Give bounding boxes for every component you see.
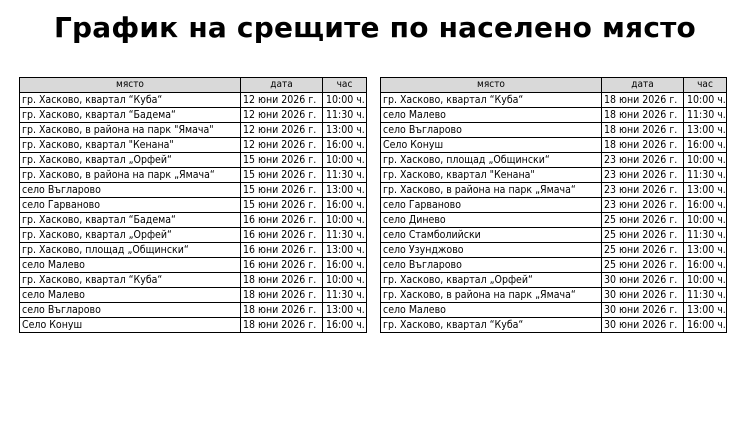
table-row	[381, 243, 727, 258]
cell-date: 16 юни 2026 г.	[241, 243, 323, 258]
cell-place: гр. Хасково, квартал „Орфей“	[20, 153, 241, 168]
cell-date: 18 юни 2026 г.	[602, 108, 684, 123]
cell-place: село Малево	[381, 303, 602, 318]
cell-date: 18 юни 2026 г.	[602, 123, 684, 138]
cell-date: 23 юни 2026 г.	[602, 153, 684, 168]
table-row	[20, 303, 367, 318]
cell-place: гр. Хасково, в района на парк „Ямача“	[20, 168, 241, 183]
cell-time: 10:00 ч.	[323, 273, 367, 288]
table-row	[20, 228, 367, 243]
cell-time: 13:00 ч.	[684, 243, 727, 258]
table-row	[20, 108, 367, 123]
cell-time: 16:00 ч.	[323, 138, 367, 153]
cell-place: гр. Хасково, квартал “Бадема“	[20, 108, 241, 123]
cell-place: гр. Хасково, квартал “Куба“	[20, 273, 241, 288]
schedule-table-left	[19, 77, 367, 333]
table-row	[20, 288, 367, 303]
cell-date: 25 юни 2026 г.	[602, 258, 684, 273]
cell-date: 12 юни 2026 г.	[241, 138, 323, 153]
table-row	[20, 123, 367, 138]
table-row	[20, 198, 367, 213]
cell-time: 11:30 ч.	[684, 228, 727, 243]
table-row	[20, 183, 367, 198]
cell-time: 10:00 ч.	[323, 93, 367, 108]
cell-time: 11:30 ч.	[684, 108, 727, 123]
header-time: час	[684, 78, 727, 93]
header-date: дата	[241, 78, 323, 93]
cell-place: село Въгларово	[381, 123, 602, 138]
page-title: График на срещите по населено място	[53, 11, 696, 44]
cell-date: 15 юни 2026 г.	[241, 183, 323, 198]
table-row	[381, 168, 727, 183]
cell-time: 10:00 ч.	[684, 213, 727, 228]
table-row	[381, 108, 727, 123]
cell-place: село Гарваново	[20, 198, 241, 213]
cell-time: 13:00 ч.	[323, 123, 367, 138]
cell-date: 23 юни 2026 г.	[602, 168, 684, 183]
cell-time: 10:00 ч.	[684, 153, 727, 168]
table-row	[20, 243, 367, 258]
cell-time: 11:30 ч.	[684, 168, 727, 183]
cell-time: 13:00 ч.	[684, 303, 727, 318]
table-row	[20, 168, 367, 183]
schedule-table-right	[380, 77, 727, 333]
cell-time: 11:30 ч.	[323, 288, 367, 303]
cell-date: 15 юни 2026 г.	[241, 198, 323, 213]
table-row	[20, 258, 367, 273]
table-row	[20, 318, 367, 333]
cell-date: 30 юни 2026 г.	[602, 318, 684, 333]
cell-place: село Малево	[20, 288, 241, 303]
cell-time: 16:00 ч.	[323, 198, 367, 213]
cell-date: 18 юни 2026 г.	[602, 138, 684, 153]
cell-time: 10:00 ч.	[684, 93, 727, 108]
cell-place: село Узунджово	[381, 243, 602, 258]
cell-time: 13:00 ч.	[323, 303, 367, 318]
cell-place: село Малево	[381, 108, 602, 123]
cell-time: 10:00 ч.	[323, 153, 367, 168]
table-row	[20, 138, 367, 153]
cell-date: 23 юни 2026 г.	[602, 183, 684, 198]
cell-time: 11:30 ч.	[323, 228, 367, 243]
cell-time: 16:00 ч.	[684, 318, 727, 333]
cell-place: гр. Хасково, квартал “Куба“	[20, 93, 241, 108]
table-row	[381, 213, 727, 228]
table-row	[381, 273, 727, 288]
table-header-row	[20, 78, 367, 93]
cell-date: 18 юни 2026 г.	[241, 303, 323, 318]
cell-time: 11:30 ч.	[323, 108, 367, 123]
cell-place: гр. Хасково, квартал “Бадема“	[20, 213, 241, 228]
cell-place: село Гарваново	[381, 198, 602, 213]
table-row	[381, 303, 727, 318]
cell-date: 15 юни 2026 г.	[241, 153, 323, 168]
cell-place: село Малево	[20, 258, 241, 273]
cell-time: 13:00 ч.	[684, 123, 727, 138]
cell-place: гр. Хасково, квартал "Кенана"	[381, 168, 602, 183]
table-row	[381, 123, 727, 138]
cell-date: 12 юни 2026 г.	[241, 93, 323, 108]
cell-place: село Въгларово	[20, 303, 241, 318]
cell-date: 18 юни 2026 г.	[241, 288, 323, 303]
cell-time: 16:00 ч.	[684, 258, 727, 273]
cell-date: 25 юни 2026 г.	[602, 213, 684, 228]
cell-time: 16:00 ч.	[684, 138, 727, 153]
cell-date: 30 юни 2026 г.	[602, 273, 684, 288]
cell-place: гр. Хасково, квартал „Орфей“	[20, 228, 241, 243]
cell-date: 12 юни 2026 г.	[241, 123, 323, 138]
cell-date: 23 юни 2026 г.	[602, 198, 684, 213]
table-row	[381, 183, 727, 198]
table-row	[20, 273, 367, 288]
cell-place: гр. Хасково, в района на парк „Ямача“	[381, 183, 602, 198]
cell-date: 25 юни 2026 г.	[602, 228, 684, 243]
cell-date: 18 юни 2026 г.	[241, 318, 323, 333]
cell-time: 16:00 ч.	[323, 258, 367, 273]
cell-time: 13:00 ч.	[323, 183, 367, 198]
cell-place: гр. Хасково, в района на парк „Ямача“	[381, 288, 602, 303]
schedule-body-right	[381, 93, 727, 333]
cell-time: 13:00 ч.	[684, 183, 727, 198]
cell-time: 16:00 ч.	[684, 198, 727, 213]
cell-time: 11:30 ч.	[684, 288, 727, 303]
table-row	[381, 228, 727, 243]
table-row	[20, 213, 367, 228]
cell-date: 30 юни 2026 г.	[602, 288, 684, 303]
cell-place: Село Конуш	[20, 318, 241, 333]
cell-place: гр. Хасково, площад „Общински“	[381, 153, 602, 168]
table-row	[381, 138, 727, 153]
cell-place: гр. Хасково, квартал “Куба“	[381, 93, 602, 108]
cell-place: гр. Хасково, в района на парк "Ямача"	[20, 123, 241, 138]
cell-time: 10:00 ч.	[684, 273, 727, 288]
cell-date: 16 юни 2026 г.	[241, 213, 323, 228]
table-row	[381, 288, 727, 303]
cell-time: 10:00 ч.	[323, 213, 367, 228]
cell-time: 13:00 ч.	[323, 243, 367, 258]
header-time: час	[323, 78, 367, 93]
table-row	[381, 93, 727, 108]
header-place: място	[20, 78, 241, 93]
table-row	[381, 198, 727, 213]
cell-place: гр. Хасково, площад „Общински“	[20, 243, 241, 258]
cell-place: гр. Хасково, квартал „Орфей“	[381, 273, 602, 288]
cell-place: село Динево	[381, 213, 602, 228]
cell-date: 18 юни 2026 г.	[602, 93, 684, 108]
table-header-row	[381, 78, 727, 93]
cell-place: село Въгларово	[381, 258, 602, 273]
cell-date: 16 юни 2026 г.	[241, 228, 323, 243]
cell-time: 16:00 ч.	[323, 318, 367, 333]
cell-place: село Въгларово	[20, 183, 241, 198]
table-row	[20, 153, 367, 168]
cell-date: 30 юни 2026 г.	[602, 303, 684, 318]
table-row	[381, 258, 727, 273]
table-row	[20, 93, 367, 108]
cell-place: Село Конуш	[381, 138, 602, 153]
header-date: дата	[602, 78, 684, 93]
schedule-body-left	[20, 93, 367, 333]
cell-date: 15 юни 2026 г.	[241, 168, 323, 183]
cell-place: село Стамболийски	[381, 228, 602, 243]
header-place: място	[381, 78, 602, 93]
cell-date: 12 юни 2026 г.	[241, 108, 323, 123]
cell-time: 11:30 ч.	[323, 168, 367, 183]
cell-date: 18 юни 2026 г.	[241, 273, 323, 288]
cell-date: 16 юни 2026 г.	[241, 258, 323, 273]
cell-place: гр. Хасково, квартал "Кенана"	[20, 138, 241, 153]
cell-place: гр. Хасково, квартал “Куба“	[381, 318, 602, 333]
table-row	[381, 318, 727, 333]
table-row	[381, 153, 727, 168]
cell-date: 25 юни 2026 г.	[602, 243, 684, 258]
